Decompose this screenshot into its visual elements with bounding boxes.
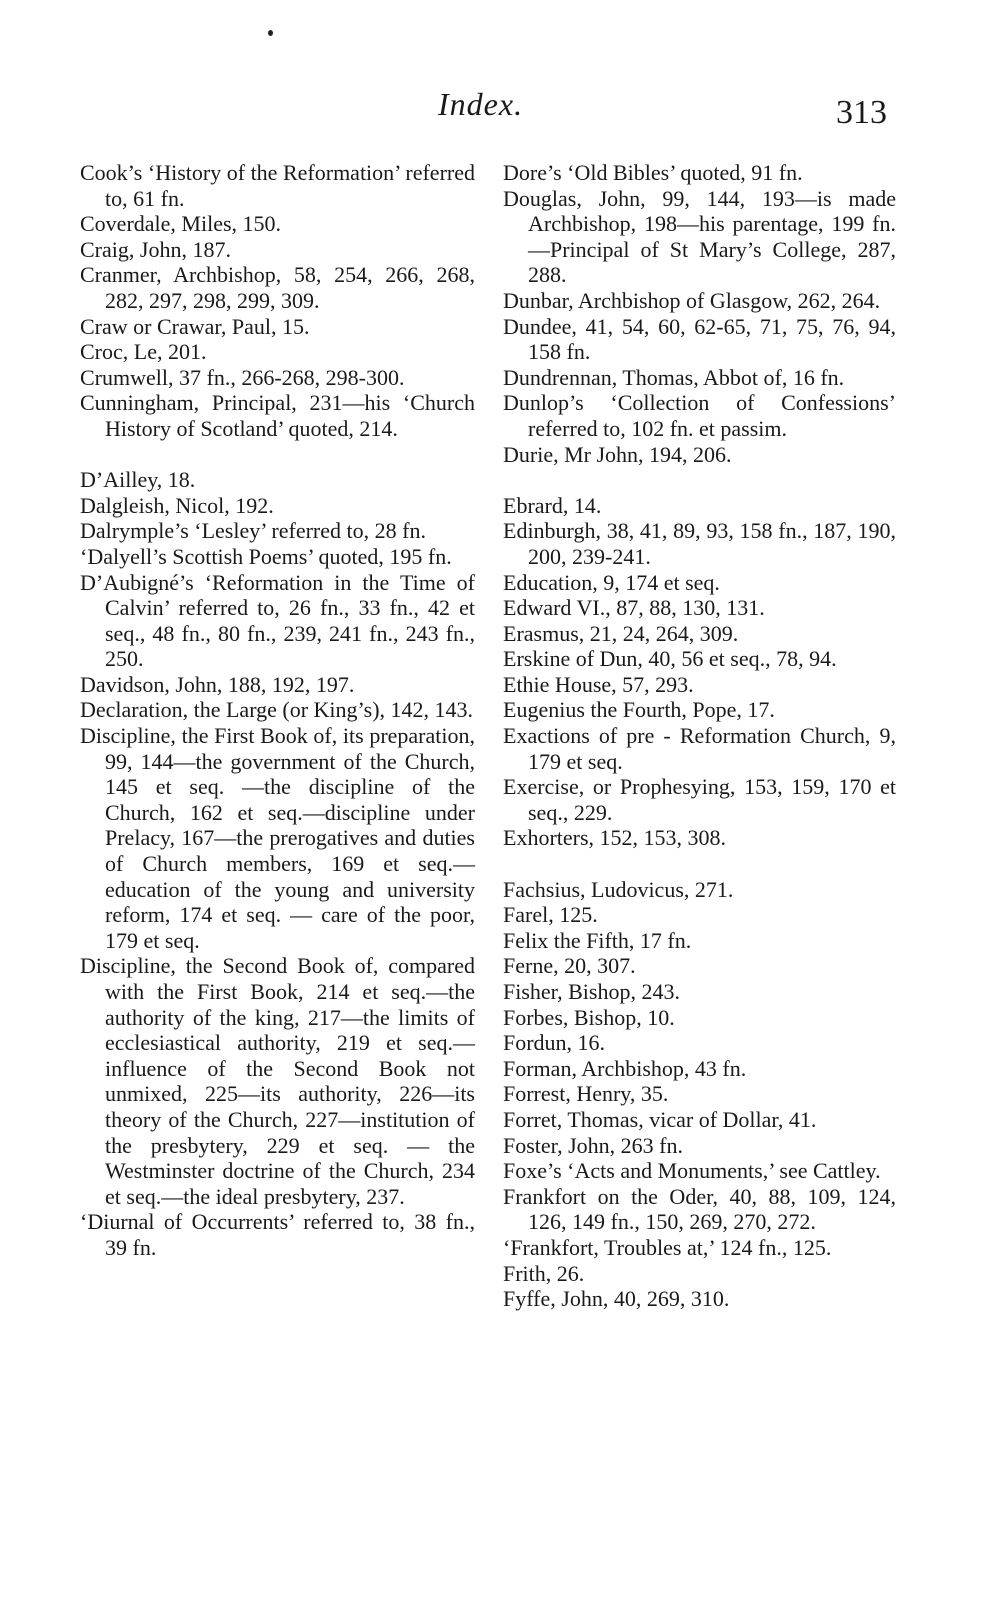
- index-entry: Ethie House, 57, 293.: [503, 671, 694, 697]
- index-entry: Forrest, Henry, 35.: [503, 1081, 669, 1107]
- index-entry: Edward VI., 87, 88, 130, 131.: [503, 595, 765, 621]
- index-entry: ‘Frankfort, Troubles at,’ 124 fn., 125.: [503, 1234, 832, 1260]
- letter-group-gap: [503, 851, 896, 877]
- index-entry: Exactions of pre - Reformation Church, 9, 179 et seq.: [503, 723, 896, 774]
- index-entry: Forbes, Bishop, 10.: [503, 1004, 675, 1030]
- index-entry: Crumwell, 37 fn., 266-268, 298-300.: [80, 364, 405, 390]
- index-entry: Cook’s ‘History of the Reformation’ referred to, 61 fn.: [80, 160, 475, 211]
- letter-group-gap: [80, 442, 475, 468]
- index-entry: Erasmus, 21, 24, 264, 309.: [503, 620, 739, 646]
- index-entry: Farel, 125.: [503, 902, 598, 928]
- index-entry: Exercise, or Prophesying, 153, 159, 170 et seq., 229.: [503, 774, 896, 825]
- index-entry: Fisher, Bishop, 243.: [503, 979, 680, 1004]
- index-entry: Declaration, the Large (or King’s), 142, 143.: [80, 697, 474, 723]
- index-entry: Felix the Fifth, 17 fn.: [503, 927, 692, 953]
- index-entry: Foster, John, 263 fn.: [503, 1132, 684, 1158]
- ink-speck: [268, 30, 273, 36]
- index-entry: Frankfort on the Oder, 40, 88, 109, 124, 126, 149 fn., 150, 269, 270, 272.: [503, 1183, 896, 1235]
- index-entry: Education, 9, 174 et seq.: [503, 569, 720, 595]
- page-header: [0, 82, 1000, 132]
- index-entry: Croc, Le, 201.: [80, 339, 207, 365]
- index-entry: Edinburgh, 38, 41, 89, 93, 158 fn., 187, 190, 200, 239-241.: [503, 518, 896, 569]
- index-entry: Cunningham, Principal, 231—his ‘Church History of Scotland’ quoted, 214.: [80, 390, 475, 441]
- index-entry: Eugenius the Fourth, Pope, 17.: [503, 697, 775, 723]
- index-entry: Dore’s ‘Old Bibles’ quoted, 91 fn.: [503, 160, 803, 185]
- index-entry: Forman, Archbishop, 43 fn.: [503, 1055, 747, 1081]
- index-entry: Dundee, 41, 54, 60, 62-65, 71, 75, 76, 94, 158 fn.: [503, 313, 896, 365]
- index-entry: Exhorters, 152, 153, 308.: [503, 825, 727, 851]
- index-entry: Dunlop’s ‘Collection of Confessions’ referred to, 102 fn. et passim.: [503, 390, 896, 441]
- index-entry: Dunbar, Archbishop of Glasgow, 262, 264.: [503, 287, 881, 313]
- index-entry: Frith, 26.: [503, 1260, 585, 1286]
- index-entry: Fyffe, John, 40, 269, 310.: [503, 1286, 730, 1312]
- page-title: Index.: [438, 86, 524, 122]
- index-entry: Foxe’s ‘Acts and Monuments,’ see Cattley.: [503, 1158, 881, 1184]
- index-entry: Erskine of Dun, 40, 56 et seq., 78, 94.: [503, 646, 837, 672]
- index-entry: Ferne, 20, 307.: [503, 953, 636, 979]
- index-entry: Craig, John, 187.: [80, 236, 231, 262]
- page-number: 313: [836, 94, 887, 131]
- index-entry: Craw or Crawar, Paul, 15.: [80, 313, 310, 339]
- index-entry: Fordun, 16.: [503, 1030, 606, 1056]
- index-entry: Dundrennan, Thomas, Abbot of, 16 fn.: [503, 364, 845, 390]
- index-entry: D’Ailley, 18.: [80, 467, 196, 493]
- index-entry: Douglas, John, 99, 144, 193—is made Archbishop, 198—his parentage, 199 fn.—Principal of St Mary’s College, 287, 288.: [503, 185, 896, 288]
- index-entry: Davidson, John, 188, 192, 197.: [80, 671, 355, 697]
- index-column-right: [503, 160, 896, 1312]
- index-entry: Fachsius, Ludovicus, 271.: [503, 876, 734, 902]
- index-entry: Discipline, the Second Book of, compared with the First Book, 214 et seq.—the authority of the king, 217—the limits of ecclesiastical authority, 219 et seq.— influence of the Second Book not unmixed, 225—its authority, 226—its theory of the Church, 227—institution of the presbytery, 229 et seq. — the Westminster doctrine of the Church, 234 et seq.—the ideal presbytery, 237.: [80, 953, 475, 1209]
- index-entry: Dalrymple’s ‘Lesley’ referred to, 28 fn.: [80, 518, 426, 544]
- index-entry: D’Aubigné’s ‘Reformation in the Time of Calvin’ referred to, 26 fn., 33 fn., 42 et seq., 48 fn., 80 fn., 239, 241 fn., 243 fn., 250.: [80, 569, 475, 672]
- index-column-left: [80, 160, 475, 1261]
- index-entry: Cranmer, Archbishop, 58, 254, 266, 268, 282, 297, 298, 299, 309.: [80, 262, 475, 313]
- index-entry: Discipline, the First Book of, its preparation, 99, 144—the government of the Church, 145 et seq. —the discipline of the Church, 162 et seq.—discipline under Prelacy, 167—the prerogatives and duties of Church members, 169 et seq.—education of the young and university reform, 174 et seq. — care of the poor, 179 et seq.: [80, 723, 475, 953]
- index-entry: ‘Diurnal of Occurrents’ referred to, 38 fn., 39 fn.: [80, 1209, 475, 1260]
- index-entry: Ebrard, 14.: [503, 492, 602, 518]
- letter-group-gap: [503, 467, 896, 493]
- index-entry: Durie, Mr John, 194, 206.: [503, 441, 732, 467]
- index-entry: Coverdale, Miles, 150.: [80, 211, 282, 237]
- index-entry: Forret, Thomas, vicar of Dollar, 41.: [503, 1106, 817, 1132]
- index-entry: Dalgleish, Nicol, 192.: [80, 492, 274, 518]
- index-entry: ‘Dalyell’s Scottish Poems’ quoted, 195 fn.: [80, 543, 452, 569]
